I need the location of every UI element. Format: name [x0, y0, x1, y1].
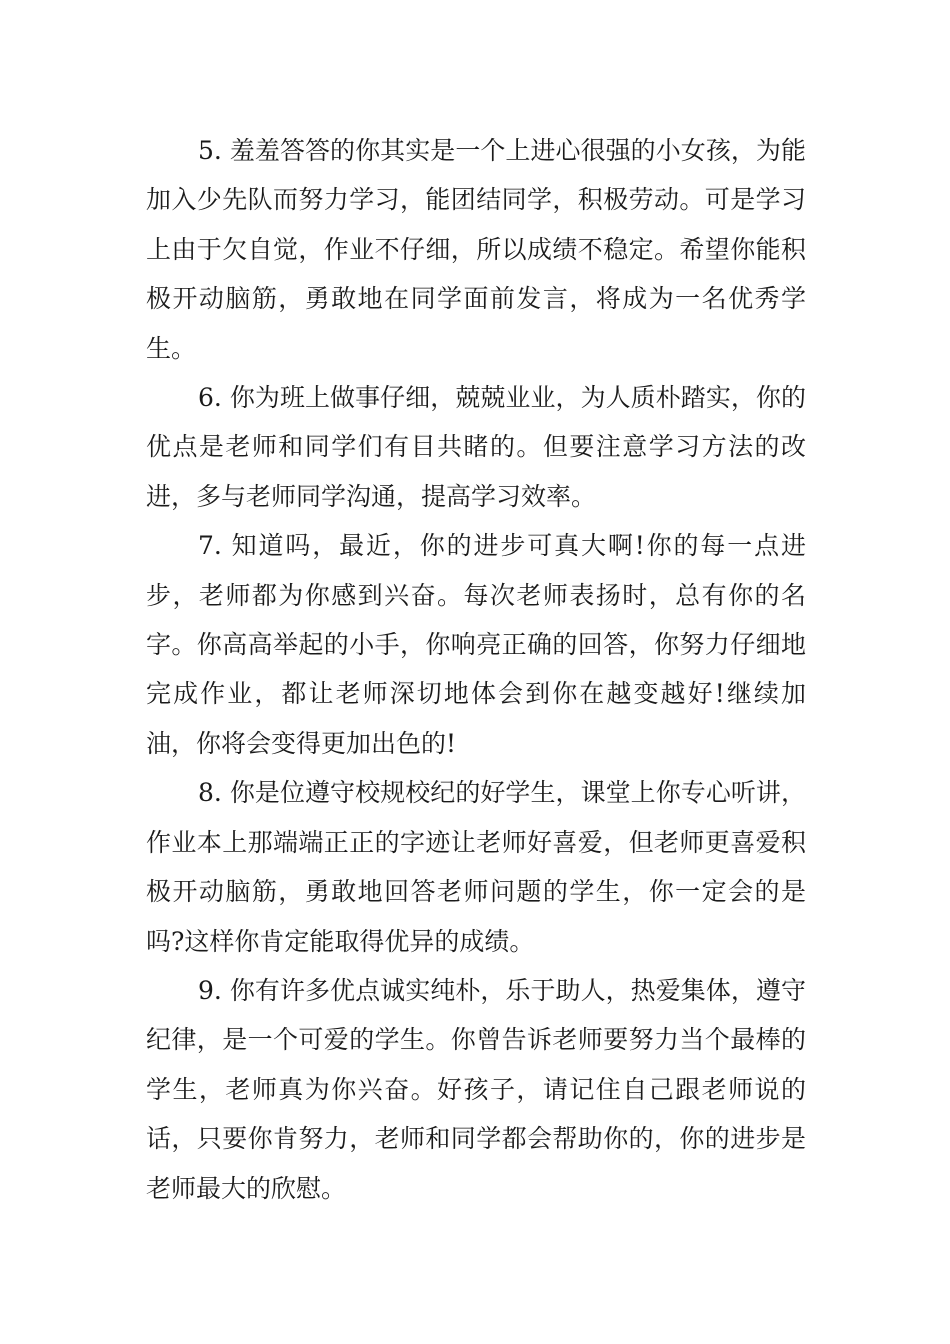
paragraph-7: 7. 知道吗，最近，你的进步可真大啊!你的每一点进步，老师都为你感到兴奋。每次老师表扬时，总有你的名字。你高高举起的小手，你响亮正确的回答，你努力仔细地完成作业，都让老师深切地体会到你在越变越好!继续加油，你将会变得更加出色的! [146, 531, 806, 758]
paragraph-8: 8. 你是位遵守校规校纪的好学生，课堂上你专心听讲，作业本上那端端正正的字迹让老师好喜爱，但老师更喜爱积极开动脑筋，勇敢地回答老师问题的学生，你一定会的是吗?这样你肯定能取得优异的成绩。 [146, 778, 806, 956]
paragraph-5: 5. 羞羞答答的你其实是一个上进心很强的小女孩，为能加入少先队而努力学习，能团结同学，积极劳动。可是学习上由于欠自觉，作业不仔细，所以成绩不稳定。希望你能积极开动脑筋，勇敢地在同学面前发言，将成为一名优秀学生。 [146, 136, 806, 363]
paragraph-6: 6. 你为班上做事仔细，兢兢业业，为人质朴踏实，你的优点是老师和同学们有目共睹的。但要注意学习方法的改进，多与老师同学沟通，提高学习效率。 [146, 383, 806, 511]
paragraph-9: 9. 你有许多优点诚实纯朴，乐于助人，热爱集体，遵守纪律，是一个可爱的学生。你曾告诉老师要努力当个最棒的学生，老师真为你兴奋。好孩子，请记住自己跟老师说的话，只要你肯努力，老师和同学都会帮助你的，你的进步是老师最大的欣慰。 [146, 975, 806, 1203]
document-body [146, 126, 806, 1213]
